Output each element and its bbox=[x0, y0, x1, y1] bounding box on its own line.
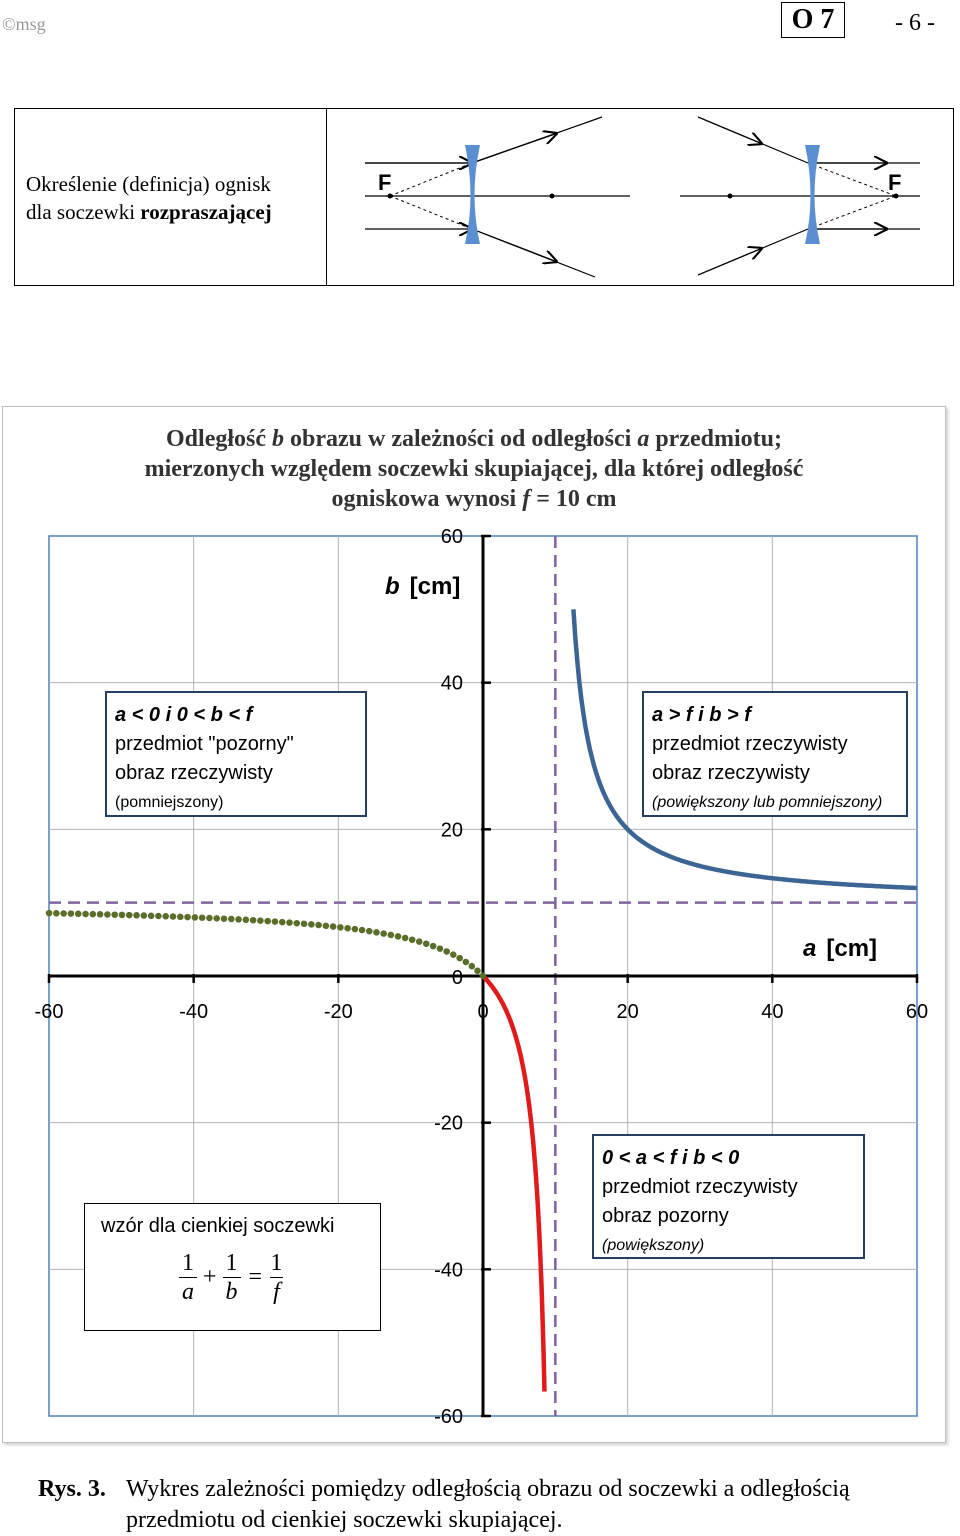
equals-sign: = bbox=[248, 1264, 263, 1290]
x-tick-label: -60 bbox=[34, 1001, 64, 1023]
chart-title-line2: mierzonych względem soczewki skupiającej, dla której odległość bbox=[144, 456, 804, 482]
focus-label-left: F bbox=[378, 170, 392, 195]
annotation-object-type: przedmiot "pozorny" bbox=[115, 733, 294, 755]
annotation-magnification: (pomniejszony) bbox=[115, 794, 224, 811]
fraction-1-over-a: 1 a bbox=[179, 1249, 197, 1306]
series-curve-1 bbox=[483, 976, 545, 1392]
plus-sign: + bbox=[203, 1264, 217, 1290]
x-tick-label: 0 bbox=[477, 1001, 489, 1023]
definition-line2-bold: rozpraszającej bbox=[140, 200, 272, 224]
annotation-condition: a > f i b > f bbox=[652, 704, 751, 726]
copyright-label: ©msg bbox=[2, 14, 46, 34]
y-tick-label: 40 bbox=[440, 672, 463, 695]
x-tick-label: 40 bbox=[761, 1001, 784, 1023]
x-tick-label: -20 bbox=[323, 1001, 353, 1023]
caption-text: Wykres zależności pomiędzy odległością obrazu od soczewki a odległością przedmiotu od cienkiej soczewki skupiającej. bbox=[126, 1476, 850, 1533]
annotation-condition: a < 0 i 0 < b < f bbox=[115, 704, 253, 726]
x-tick-label: 60 bbox=[905, 1001, 929, 1023]
y-tick-label: -40 bbox=[434, 1259, 463, 1282]
annotation-real-object-near bbox=[592, 1134, 865, 1259]
chart-title-line3: ogniskowa wynosi f = 10 cm bbox=[331, 486, 617, 512]
annotation-object-type: przedmiot rzeczywisty bbox=[652, 733, 848, 755]
y-tick-label: 20 bbox=[440, 819, 463, 842]
y-tick-label: 60 bbox=[440, 526, 463, 548]
fraction-1-over-b: $\frac{1}{b}$ bbox=[223, 1249, 241, 1306]
caption-row bbox=[38, 1474, 850, 1536]
focus-label-right: F bbox=[888, 170, 902, 195]
section-code: O 7 bbox=[781, 2, 845, 38]
chart-title-line1: Odległość b obrazu w zależności od odległości a przedmiotu; bbox=[166, 426, 782, 452]
caption-label: Rys. 3. bbox=[38, 1476, 106, 1502]
y-axis-label: b [cm] bbox=[385, 573, 461, 600]
x-axis-label: a [cm] bbox=[803, 935, 878, 962]
y-tick-label: -60 bbox=[434, 1406, 463, 1428]
annotation-magnification: (powiększony lub pomniejszony) bbox=[652, 794, 883, 811]
fraction-1-over-f: $\frac{1}{f}$ bbox=[270, 1250, 283, 1305]
annotation-image-type: obraz pozorny bbox=[602, 1205, 729, 1227]
figure-caption bbox=[38, 1474, 850, 1536]
thin-lens-formula bbox=[179, 1249, 364, 1306]
x-tick-labels bbox=[35, 1001, 929, 1023]
thin-lens-formula-box bbox=[84, 1203, 381, 1331]
definition-line1: Określenie (definicja) ognisk bbox=[26, 172, 271, 196]
annotation-condition: 0 < a < f i b < 0 bbox=[602, 1147, 740, 1169]
y-tick-label-zero: 0 bbox=[451, 967, 463, 989]
annotation-image-type: obraz rzeczywisty bbox=[652, 762, 810, 784]
series-curve-2 bbox=[49, 913, 483, 976]
y-tick-label: -20 bbox=[434, 1112, 463, 1135]
page-number: - 6 - bbox=[895, 10, 935, 36]
annotation-image-type: obraz rzeczywisty bbox=[115, 762, 273, 784]
annotation-object-type: przedmiot rzeczywisty bbox=[602, 1176, 798, 1198]
annotation-real-object-far bbox=[642, 691, 908, 817]
annotation-magnification: (powiększony) bbox=[602, 1237, 705, 1254]
formula-title: wzór dla cienkiej soczewki bbox=[101, 1215, 335, 1237]
annotation-virtual-object bbox=[105, 691, 367, 817]
x-tick-label: -40 bbox=[179, 1001, 209, 1023]
definition-line2-plain: dla soczewki bbox=[26, 200, 141, 224]
x-tick-label: 20 bbox=[616, 1001, 639, 1023]
